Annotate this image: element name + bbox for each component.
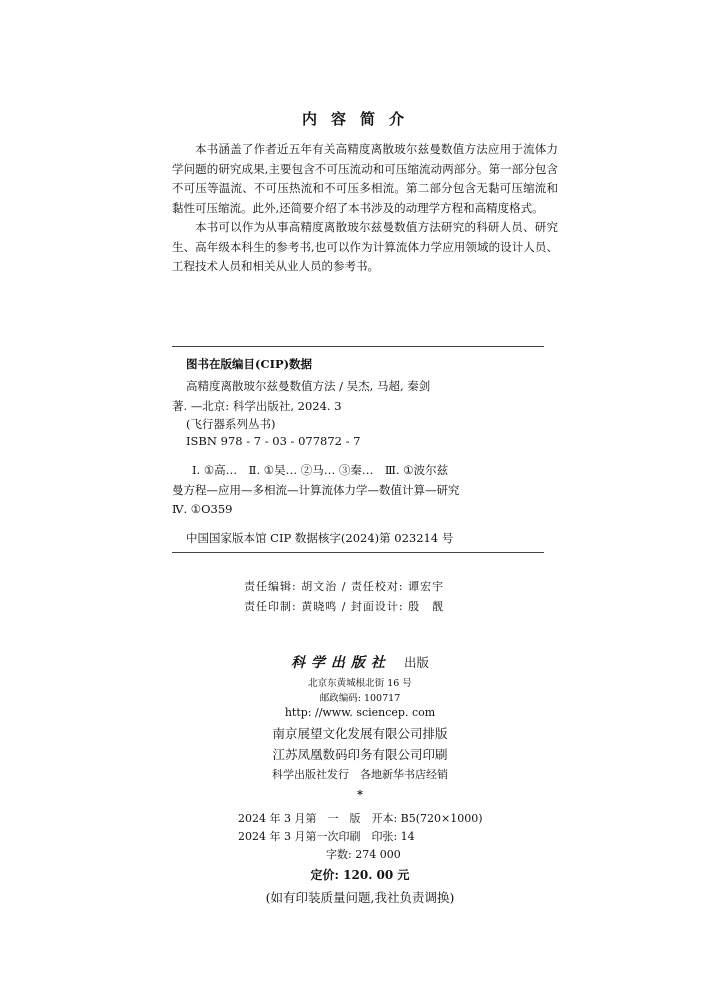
edition-info: 2024 年 3 月第 一 版 开本: B5(720×1000) (238, 812, 483, 825)
publisher-postcode: 邮政编码: 100717 (319, 693, 401, 704)
staff-production: 责任印制: 黄晓鸣 / 封面设计: 殷 靓 (244, 600, 445, 613)
cip-line-title: 高精度离散玻尔兹曼数值方法 / 吴杰, 马超, 秦剑 (186, 379, 431, 393)
abstract-title: 内容简介 (301, 110, 418, 128)
publisher-url: http: //www. sciencep. com (284, 706, 436, 719)
publisher-suffix: 出版 (404, 655, 430, 670)
separator-star: * (357, 788, 363, 801)
staff-editors: 责任编辑: 胡文治 / 责任校对: 谭宏宇 (244, 580, 445, 593)
abstract-paragraph-2: 本书可以作为从事高精度离散玻尔兹曼数值方法研究的科研人员、研究生、高年级本科生的参考书,也可以作为计算流体力学应用领域的设计人员、工程技术人员和相关从业人员的参考书。 (172, 220, 558, 273)
word-count: 字数: 274 000 (326, 848, 401, 861)
price: 定价: 120. 00 元 (310, 868, 410, 882)
cip-line-series: (飞行器系列丛书) (186, 417, 276, 431)
cip-line-record-number: 中国国家版本馆 CIP 数据核字(2024)第 023214 号 (186, 531, 454, 545)
cip-line-classification: Ⅳ. ①O359 (172, 502, 233, 516)
cip-line-imprint: 著. —北京: 科学出版社, 2024. 3 (172, 399, 342, 413)
cip-line-subjects-2: 曼方程—应用—多相流—计算流体力学—数值计算—研究 (172, 483, 460, 497)
printer: 江苏凤凰数码印务有限公司印刷 (272, 747, 448, 762)
abstract-paragraph-1: 本书涵盖了作者近五年有关高精度离散玻尔兹曼数值方法应用于流体力学问题的研究成果,主要包含不可压流动和可压缩流动两部分。第一部分包含不可压等温流、不可压热流和不可压多相流。第二部分包含无黏可压缩流和黏性可压缩流。此外,还简要介绍了本书涉及的动理学方程和高精度格式。 (172, 142, 558, 215)
cip-bottom-rule (172, 552, 544, 553)
publisher-address: 北京东黄城根北街 16 号 (308, 678, 412, 689)
printing-info: 2024 年 3 月第一次印刷 印张: 14 (238, 830, 415, 843)
publisher-line (0, 652, 720, 672)
typesetter: 南京展望文化发展有限公司排版 (272, 726, 448, 741)
cip-top-rule (172, 346, 544, 347)
abstract-body (172, 140, 558, 277)
cip-line-isbn: ISBN 978 - 7 - 03 - 077872 - 7 (186, 434, 361, 448)
cip-heading: 图书在版编目(CIP)数据 (186, 357, 313, 371)
publisher-logo: 科学出版社 (290, 655, 391, 671)
distributor: 科学出版社发行 各地新华书店经销 (272, 768, 448, 781)
quality-note: (如有印装质量问题,我社负责调换) (265, 890, 455, 905)
cip-line-subjects-1: Ⅰ. ①高… Ⅱ. ①吴… ②马… ③秦… Ⅲ. ①波尔兹 (192, 463, 449, 477)
